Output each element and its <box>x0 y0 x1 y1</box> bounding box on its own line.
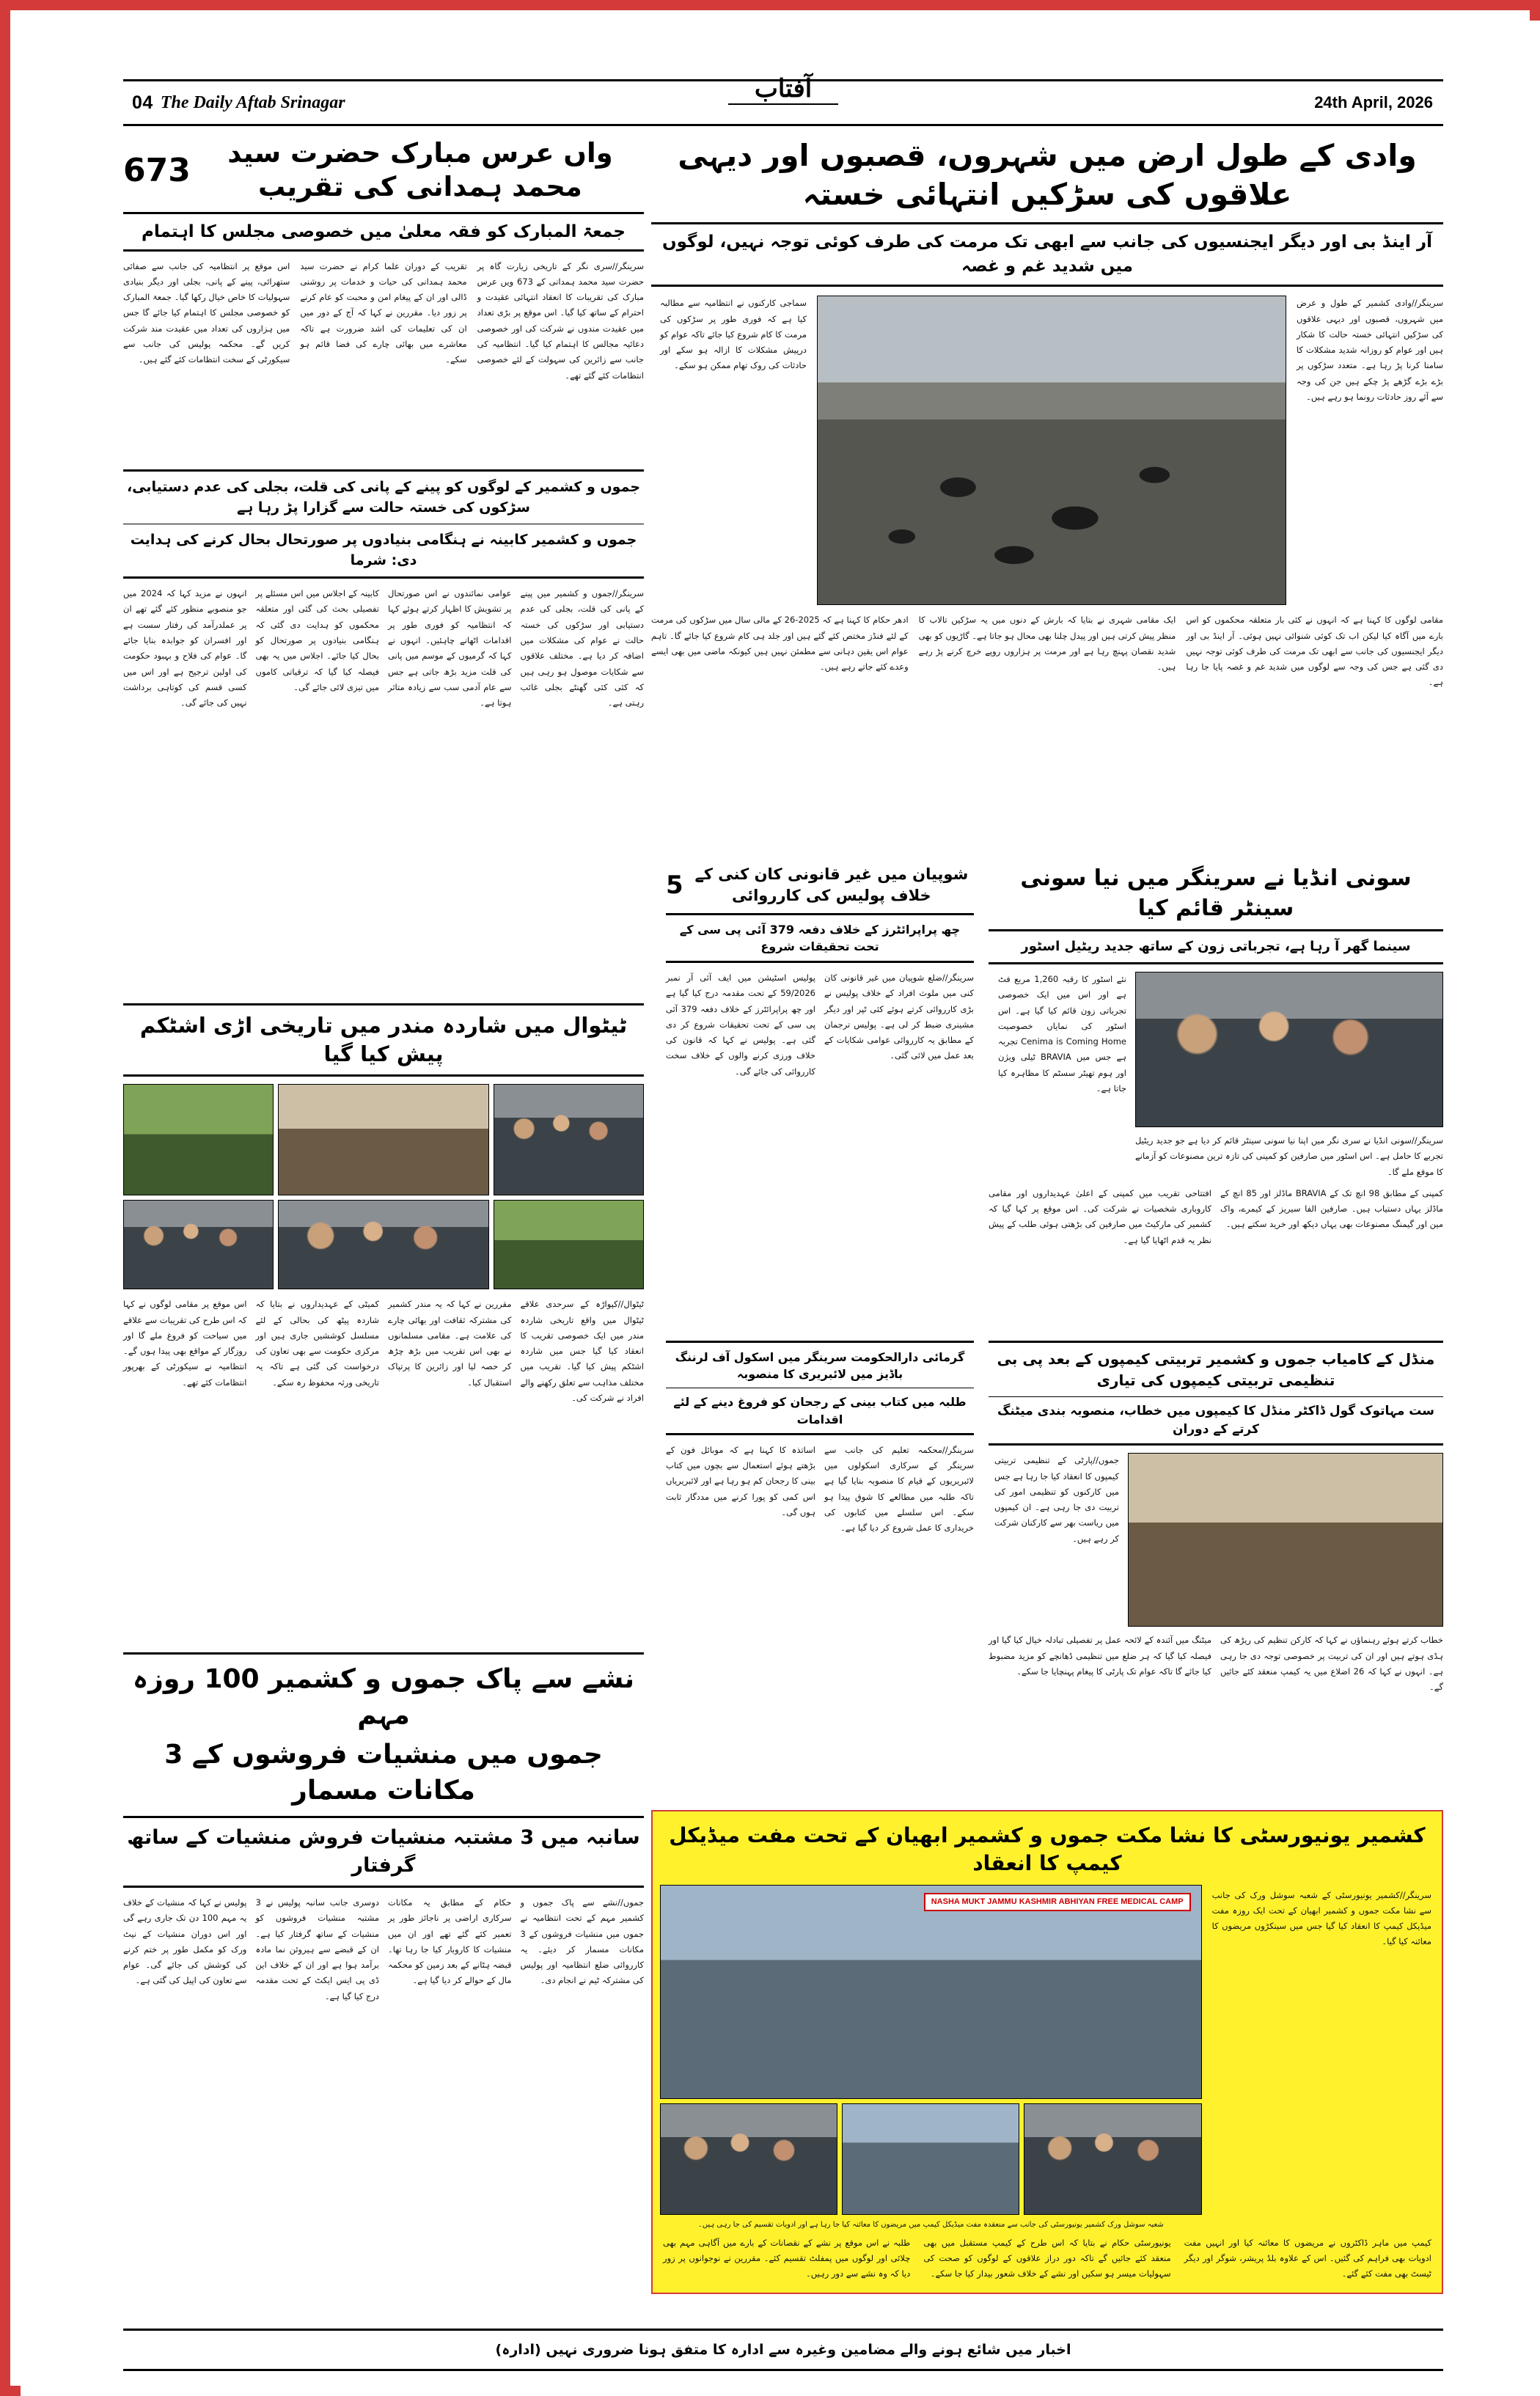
sony-col-4: افتتاحی تقریب میں کمپنی کے اعلیٰ عہدیداروں اور مقامی کاروباری شخصیات نے شرکت کی۔ اس موقع پر کہا گیا کہ کشمیر کی مارکیٹ میں صارفین کی بڑھتی ہوئی طلب کے پیش نظر یہ قدم اٹھایا گیا ہے۔ <box>989 1187 1211 1245</box>
medcamp-body-2 <box>660 2235 1434 2282</box>
temple-headline: ٹیٹوال میں شاردہ مندر میں تاریخی اڑی اشٹکم پیش کیا گیا <box>139 1013 628 1067</box>
roads-col-4: ایک مقامی شہری نے بتایا کہ بارش کے دنوں میں یہ سڑکیں تالاب کا منظر پیش کرتی ہیں اور پیدل چلنا بھی محال ہو جاتا ہے۔ گاڑیوں کو بھی شدید نقصان پہنچ رہا ہے اور مرمت پر ہزاروں روپے خرچ کرنے پڑ رہے ہیں۔ <box>918 615 1176 673</box>
urs-columns <box>123 259 644 384</box>
camp-subheadline: ست مہاتوک گول ڈاکٹر منڈل کا کیمپوں میں خطاب، منصوبہ بندی میٹنگ کرتے کے دوران <box>997 1404 1435 1437</box>
camp-col-1: جموں//پارٹی کے تنظیمی تربیتی کیمپوں کا انعقاد کیا جا رہا ہے جس میں کارکنوں کو تنظیمی امور کی تربیت دی جا رہی ہے۔ ان کیمپوں میں ریاست بھر سے کارکنان شرکت کر رہے ہیں۔ <box>994 1455 1119 1544</box>
roads-body-2 <box>651 612 1443 690</box>
sony-rule-1 <box>989 929 1443 931</box>
mining-rule-1 <box>666 913 974 915</box>
temple-photo-right-col <box>494 1084 644 1289</box>
temple-story <box>123 1003 644 1406</box>
roads-story <box>651 136 1443 691</box>
mining-kicker: 5 <box>666 870 683 900</box>
medcamp-body <box>660 1885 1434 2231</box>
temple-photo-3 <box>123 1200 274 1289</box>
temple-photo-mid-col <box>278 1084 488 1289</box>
mining-headline <box>666 864 974 907</box>
medcamp-banner: NASHA MUKT JAMMU KASHMIR ABHIYAN FREE MEDICAL CAMP <box>924 1893 1191 1912</box>
sony-body <box>989 972 1443 1180</box>
sony-col-1: سرینگر//سونی انڈیا نے سری نگر میں اپنا نیا سونی سینٹر قائم کر دیا ہے جو جدید ریٹیل تجربے کا حامل ہے۔ اس اسٹور میں صارفین کو کمپنی کی تازہ ترین مصنوعات کو آزمانے کا موقع ملے گا۔ <box>1135 1135 1443 1177</box>
party-camp-story <box>989 1341 1443 1695</box>
mining-headline-text: شوپیان میں غیر قانونی کان کنی کے خلاف پولیس کی کارروائی <box>694 865 969 905</box>
camp-headline: منڈل کے کامیاب جموں و کشمیر تربیتی کیمپوں کے بعد پی بی تنظیمی تربیتی کیمپوں کی تیاری <box>997 1350 1435 1389</box>
drugs-headline-3: سانبہ میں 3 مشتبہ منشیات فروش منشیات کے ساتھ گرفتار <box>127 1826 640 1877</box>
urs-col-3: اس موقع پر انتظامیہ کی جانب سے صفائی ستھرائی، پینے کے پانی، بجلی اور دیگر بنیادی سہولیات کا خاص خیال رکھا گیا۔ جمعۃ المبارک کو خصوصی مجلس کا اہتمام کیا جائے گا جس میں ہزاروں کی تعداد میں عقیدت مند شرکت کریں گے۔ محکمہ پولیس کی جانب سے سیکورٹی کے سخت انتظامات کئے گئے ہیں۔ <box>123 260 290 365</box>
utilities-story <box>123 469 644 711</box>
utilities-col-1: سرینگر//جموں و کشمیر میں پینے کے پانی کی قلت، بجلی کی عدم دستیابی اور سڑکوں کی خستہ حالت نے عوام کی مشکلات میں اضافہ کر دیا ہے۔ مختلف علاقوں سے شکایات موصول ہو رہی ہیں کہ کئی کئی گھنٹے بجلی غائب رہتی ہے۔ <box>520 588 644 708</box>
medcamp-photo-main <box>660 1885 1202 2099</box>
sony-subheadline: سینما گھر آ رہا ہے، تجرباتی زون کے ساتھ جدید ریٹیل اسٹور <box>1021 939 1411 954</box>
temple-photo-grid <box>123 1084 644 1289</box>
utilities-col-3: کابینہ کے اجلاس میں اس مسئلے پر تفصیلی بحث کی گئی اور متعلقہ محکموں کو ہدایت دی گئی کہ ہنگامی بنیادوں پر صورتحال کو بحال کیا جائے۔ اجلاس میں یہ بھی فیصلہ کیا گیا کہ ترقیاتی کاموں میں تیزی لائی جائے گی۔ <box>255 588 379 692</box>
masthead <box>123 76 1443 126</box>
temple-col-3: کمیٹی کے عہدیداروں نے بتایا کہ شاردہ پیٹھ کی بحالی کے لئے مسلسل کوششیں جاری ہیں اور مرکزی حکومت سے بھی تعاون کی درخواست کی گئی ہے تاکہ یہ تاریخی ورثہ محفوظ رہ سکے۔ <box>255 1299 379 1388</box>
school-story <box>666 1341 974 1536</box>
medcamp-photo-3 <box>842 2103 1019 2215</box>
urs-col-1: سرینگر//سری نگر کے تاریخی زیارت گاہ پر حضرت سید محمد ہمدانی کے 673 ویں عرس مبارک کی تقریبات کا انعقاد انتہائی عقیدت و احترام کے ساتھ کیا گیا۔ اس موقع پر بڑی تعداد میں عقیدت مندوں نے شرکت کی اور خصوصی دعائیہ مجالس کا اہتمام کیا گیا۔ انتظامیہ کی جانب سے زائرین کی سہولت کے لئے خصوصی انتظامات کئے گئے تھے۔ <box>477 260 644 381</box>
medcamp-photo-wrap <box>660 1885 1202 2231</box>
sony-headline: سونی انڈیا نے سرینگر میں نیا سونی سینٹر قائم کیا <box>1020 865 1412 921</box>
utilities-subheadline: جموں و کشمیر کابینہ نے ہنگامی بنیادوں پر صورتحال بحال کرنے کی ہدایت دی: شرما <box>130 532 637 568</box>
roads-body <box>651 296 1443 605</box>
urs-subheadline: جمعۃ المبارک کو فقہ معلیٰ میں خصوصی مجلس کا اہتمام <box>142 221 626 241</box>
medcamp-col-1: سرینگر//کشمیر یونیورسٹی کے شعبہ سوشل ورک کی جانب سے نشا مکت جموں و کشمیر ابھیان کے تحت ایک روزہ مفت میڈیکل کیمپ کا انعقاد کیا گیا جس میں سینکڑوں مریضوں کا معائنہ کیا گیا۔ <box>1209 1885 1434 2231</box>
drugs-headline-2: جموں میں منشیات فروشوں کے 3 مکانات مسمار <box>164 1740 603 1806</box>
temple-photo-6 <box>494 1200 644 1289</box>
drugs-rule-top <box>123 1652 644 1655</box>
utilities-columns <box>123 586 644 711</box>
paper-name: The Daily Aftab Srinagar <box>160 92 345 112</box>
medcamp-photo-4 <box>1024 2103 1201 2215</box>
urs-headline <box>123 136 644 205</box>
medcamp-col-4: طلبہ نے اس موقع پر نشے کے نقصانات کے بارے میں آگاہی مہم بھی چلائی اور لوگوں میں پمفلٹ تقسیم کئے۔ مقررین نے نوجوانوں پر زور دیا کہ وہ نشے سے دور رہیں۔ <box>663 2237 911 2279</box>
drugs-col-1: جموں//نشے سے پاک جموں و کشمیر مہم کے تحت انتظامیہ نے جموں میں منشیات فروشوں کے 3 مکانات مسمار کر دیئے۔ یہ کارروائی ضلع انتظامیہ اور پولیس کی مشترکہ ٹیم نے انجام دی۔ <box>520 1897 644 1986</box>
drugs-rule-mid <box>123 1816 644 1818</box>
mining-col-1: سرینگر//ضلع شوپیان میں غیر قانونی کان کنی میں ملوث افراد کے خلاف پولیس نے بڑی کارروائی کرتے ہوئے کئی ٹپر اور دیگر مشینری ضبط کر لی ہے۔ پولیس ترجمان کے مطابق یہ کارروائی عوامی شکایات کے بعد عمل میں لائی گئی۔ <box>824 972 974 1061</box>
school-rule-top <box>666 1341 974 1343</box>
mining-col-2: پولیس اسٹیشن میں ایف آئی آر نمبر 59/2026 کے تحت مقدمہ درج کیا گیا ہے اور چھ پراپرائٹرز کے خلاف دفعہ 379 آئی پی سی کے تحت تحقیقات شروع کر دی گئی ہے۔ پولیس نے کہا کہ قانون کی خلاف ورزی کرنے والوں کے خلاف سخت کارروائی کی جائے گی۔ <box>666 972 816 1077</box>
roads-photo-wrap <box>817 296 1286 605</box>
sony-body-2 <box>989 1186 1443 1248</box>
roads-rule-2 <box>651 285 1443 287</box>
drugs-rule-bot <box>123 1886 644 1888</box>
camp-photo <box>1128 1453 1443 1627</box>
medcamp-photo-2 <box>660 2103 837 2215</box>
roads-photo <box>817 296 1286 605</box>
camp-rule-mid <box>989 1396 1443 1397</box>
masthead-date: 24th April, 2026 <box>1314 93 1433 111</box>
camp-body-2 <box>989 1633 1443 1695</box>
drugs-col-3: دوسری جانب سانبہ پولیس نے 3 مشتبہ منشیات فروشوں کو منشیات کے ساتھ گرفتار کیا ہے۔ ان کے قبضے سے ہیروئن نما مادہ برآمد ہوا ہے اور ان کے خلاف این ڈی پی ایس ایکٹ کے تحت مقدمہ درج کیا گیا ہے۔ <box>255 1897 379 2001</box>
utilities-rule-top <box>123 469 644 472</box>
utilities-col-2: عوامی نمائندوں نے اس صورتحال پر تشویش کا اظہار کرتے ہوئے کہا کہ انتظامیہ کو فوری طور پر اقدامات اٹھانے چاہئیں۔ انہوں نے کہا کہ گرمیوں کے موسم میں پانی کی قلت مزید بڑھ جاتی ہے جس سے عام آدمی سب سے زیادہ متاثر ہوتا ہے۔ <box>388 588 512 708</box>
roads-headline: وادی کے طول ارض میں شہروں، قصبوں اور دیہی علاقوں کی سڑکیں انتہائی خستہ <box>678 138 1417 213</box>
roads-subheadline: آر اینڈ بی اور دیگر ایجنسیوں کی جانب سے ابھی تک مرمت کی طرف کوئی توجہ نہیں، لوگوں میں شدید غم و غصہ <box>661 232 1432 276</box>
sony-story <box>989 864 1443 1248</box>
temple-rule-bot <box>123 1074 644 1077</box>
school-headline: گرمائی دارالحکومت سرینگر میں اسکول آف لرننگ باڈیز میں لائبریری کا منصوبہ <box>675 1350 965 1382</box>
camp-col-3: میٹنگ میں آئندہ کے لائحہ عمل پر تفصیلی تبادلہ خیال کیا گیا اور فیصلہ کیا گیا کہ ہر ضلع میں تنظیمی ڈھانچے کو مزید مضبوط کیا جائے گا تاکہ عوام تک پارٹی کا پیغام پہنچایا جا سکے۔ <box>989 1635 1211 1677</box>
temple-col-2: مقررین نے کہا کہ یہ مندر کشمیر کی مشترکہ ثقافت اور بھائی چارے کی علامت ہے۔ مقامی مسلمانوں نے بھی اس تقریب میں بڑھ چڑھ کر حصہ لیا اور زائرین کا پرتپاک استقبال کیا۔ <box>388 1299 512 1388</box>
mining-subheadline: چھ پراپرائٹرز کے خلاف دفعہ 379 آئی پی سی کے تحت تحقیقات شروع <box>679 922 961 953</box>
medcamp-caption: شعبہ سوشل ورک کشمیر یونیورسٹی کی جانب سے منعقدہ مفت میڈیکل کیمپ میں مریضوں کا معائنہ کیا جا رہا ہے اور ادویات تقسیم کی جا رہی ہیں۔ <box>660 2219 1202 2231</box>
utilities-headline: جموں و کشمیر کے لوگوں کو پینے کے پانی کی قلت، بجلی کی عدم دستیابی، سڑکوں کی خستہ حالت سے گزارا پڑ رہا ہے <box>126 479 641 516</box>
school-col-1: سرینگر//محکمہ تعلیم کی جانب سے سرینگر کے سرکاری اسکولوں میں لائبریریوں کے قیام کا منصوبہ بنایا گیا ہے تاکہ طلبہ میں مطالعے کا شوق پیدا ہو سکے۔ اس سلسلے میں کتابوں کی خریداری کا عمل شروع کر دیا گیا ہے۔ <box>824 1444 974 1534</box>
medcamp-col-3: یونیورسٹی حکام نے بتایا کہ اس طرح کے کیمپ مستقبل میں بھی منعقد کئے جائیں گے تاکہ دور دراز علاقوں کے لوگوں کو صحت کی سہولیات میسر ہو سکیں اور نشے کے خلاف شعور بیدار کیا جا سکے۔ <box>923 2237 1171 2279</box>
page-number: 04 <box>132 92 153 113</box>
mining-columns <box>666 970 974 1080</box>
camp-body <box>989 1453 1443 1627</box>
page-inner <box>21 21 1540 2396</box>
school-columns <box>666 1443 974 1536</box>
school-col-2: اساتذہ کا کہنا ہے کہ موبائل فون کے بڑھتے ہوئے استعمال سے بچوں میں کتاب بینی کا رجحان کم ہو رہا ہے اور لائبریریاں اس کمی کو پورا کرنے میں مددگار ثابت ہوں گی۔ <box>666 1444 815 1517</box>
sony-col-3: کمپنی کے مطابق 98 انچ تک کے BRAVIA ماڈلز اور 85 انچ کے ماڈلز یہاں دستیاب ہیں۔ صارفین الفا سیریز کے کیمرے، واک مین اور گیمنگ مصنوعات بھی یہاں دیکھ اور خرید سکتے ہیں۔ <box>1220 1187 1444 1230</box>
roads-rule-1 <box>651 222 1443 224</box>
mining-story <box>666 864 974 1080</box>
masthead-logo-text: آفتاب <box>754 76 813 103</box>
temple-photo-left-col <box>123 1084 274 1289</box>
masthead-logo-rule <box>728 103 838 105</box>
utilities-rule-bot <box>123 576 644 579</box>
urs-rule-2 <box>123 249 644 252</box>
camp-rule-bot <box>989 1443 1443 1446</box>
camp-photo-wrap <box>1128 1453 1443 1627</box>
utilities-col-4: انہوں نے مزید کہا کہ 2024 میں جو منصوبے منظور کئے گئے تھے ان پر عملدرآمد کی رفتار سست ہے اور افسران کو جوابدہ بنایا جائے گا۔ عوام کی فلاح و بہبود حکومت کی اولین ترجیح ہے اور اس میں کسی قسم کی کوتاہی برداشت نہیں کی جائے گی۔ <box>123 588 247 708</box>
masthead-logo <box>728 77 838 105</box>
temple-col-1: ٹیٹوال//کپواڑہ کے سرحدی علاقے ٹیٹوال میں واقع تاریخی شاردہ مندر میں ایک خصوصی تقریب کا انعقاد کیا گیا جس میں شاردہ اشٹکم پیش کیا گیا۔ تقریب میں مختلف مذاہب سے تعلق رکھنے والے افراد نے شرکت کی۔ <box>520 1299 644 1403</box>
urs-headline-text: واں عرس مبارک حضرت سید محمد ہمدانی کی تقریب <box>227 137 613 203</box>
drugs-headline-1: نشے سے پاک جموں و کشمیر 100 روزہ مہم <box>133 1664 634 1730</box>
roads-col-5: ادھر حکام کا کہنا ہے کہ 2025-26 کے مالی سال میں سڑکوں کی مرمت کے لئے فنڈز مختص کئے گئے ہیں اور جلد ہی کام شروع کیا جائے گا۔ تاہم عوام اس یقین دہانی سے مطمئن نہیں ہیں کیونکہ ماضی میں بھی ایسے وعدے کئے جاتے رہے ہیں۔ <box>650 615 909 673</box>
roads-col-3: مقامی لوگوں کا کہنا ہے کہ انہوں نے کئی بار متعلقہ محکموں کو اس بارے میں آگاہ کیا لیکن اب تک کوئی شنوائی نہیں ہوئی۔ آر اینڈ بی اور دیگر ایجنسیوں کی جانب سے ابھی تک مرمت کی طرف کوئی توجہ نہیں دی گئی ہے جس کی وجہ سے لوگوں میں شدید غم و غصہ پایا جا رہا ہے۔ <box>1186 615 1443 688</box>
drugs-columns <box>123 1895 644 2004</box>
medical-camp-story <box>651 1810 1443 2294</box>
camp-rule-top <box>989 1341 1443 1343</box>
roads-col-1: سرینگر//وادی کشمیر کے طول و عرض میں شہروں، قصبوں اور دیہی علاقوں کی سڑکیں انتہائی خستہ حالت کا شکار ہیں اور عوام کو روزانہ شدید مشکلات کا سامنا کرنا پڑ رہا ہے۔ متعدد سڑکوں پر بڑے بڑے گڑھے پڑ چکے ہیں جن کی وجہ سے آئے روز حادثات رونما ہو رہے ہیں۔ <box>1297 298 1443 402</box>
temple-col-4: اس موقع پر مقامی لوگوں نے کہا کہ اس طرح کی تقریبات سے علاقے میں سیاحت کو فروغ ملے گا اور روزگار کے مواقع بھی پیدا ہوں گے۔ انتظامیہ نے سیکورٹی کے بھرپور انتظامات کئے تھے۔ <box>123 1299 247 1388</box>
temple-photo-2 <box>278 1084 488 1195</box>
temple-photo-1 <box>123 1084 274 1195</box>
urs-story <box>123 136 644 384</box>
medcamp-photo-row <box>660 2103 1202 2215</box>
temple-rule-top <box>123 1003 644 1005</box>
temple-photo-4 <box>278 1200 488 1289</box>
drugs-story <box>123 1652 644 2004</box>
medcamp-col-2: کیمپ میں ماہر ڈاکٹروں نے مریضوں کا معائنہ کیا اور انہیں مفت ادویات بھی فراہم کی گئیں۔ اس کے علاوہ بلڈ پریشر، شوگر اور دیگر ٹیسٹ بھی مفت کئے گئے۔ <box>1184 2237 1431 2279</box>
temple-photo-5 <box>494 1084 644 1195</box>
sony-photo <box>1135 972 1443 1127</box>
drugs-col-2: حکام کے مطابق یہ مکانات سرکاری اراضی پر ناجائز طور پر تعمیر کئے گئے تھے اور ان میں منشیات کا کاروبار کیا جا رہا تھا۔ قبضہ ہٹانے کے بعد زمین کو محکمہ مال کے حوالے کر دیا گیا ہے۔ <box>388 1897 512 1986</box>
footer-disclaimer: اخبار میں شائع ہونے والے مضامین وغیرہ سے ادارہ کا متفق ہونا ضروری نہیں (ادارہ) <box>123 2329 1443 2371</box>
camp-col-2: خطاب کرتے ہوئے رہنماؤں نے کہا کہ کارکن تنظیم کی ریڑھ کی ہڈی ہوتے ہیں اور ان کی تربیت پر خصوصی توجہ دی جا رہی ہے۔ انہوں نے کہا کہ 26 اضلاع میں یہ کیمپ منعقد کئے جائیں گے۔ <box>1220 1635 1443 1693</box>
school-rule-bot <box>666 1433 974 1435</box>
medcamp-headline: کشمیر یونیورسٹی کا نشا مکت جموں و کشمیر ابھیان کے تحت مفت میڈیکل کیمپ کا انعقاد <box>669 1823 1426 1875</box>
roads-col-2: سماجی کارکنوں نے انتظامیہ سے مطالبہ کیا ہے کہ فوری طور پر سڑکوں کی مرمت کا کام شروع کیا جائے تاکہ عوام کو درپیش مشکلات کا ازالہ ہو سکے اور حادثات کی روک تھام ممکن ہو سکے۔ <box>660 298 807 371</box>
sony-col-2: نئے اسٹور کا رقبہ 1,260 مربع فٹ ہے اور اس میں ایک خصوصی تجرباتی زون قائم کیا گیا ہے۔ اس اسٹور کی نمایاں خصوصیت Cenima is Coming Home تجربہ ہے جس میں BRAVIA ٹیلی ویژن اور ہوم تھیٹر سسٹم کا مظاہرہ کیا جاتا ہے۔ <box>998 974 1126 1093</box>
drugs-col-4: پولیس نے کہا کہ منشیات کے خلاف یہ مہم 100 دن تک جاری رہے گی اور اس دوران منشیات کے نیٹ ورک کو مکمل طور پر ختم کرنے کی کوشش کی جائے گی۔ عوام سے تعاون کی اپیل کی گئی ہے۔ <box>123 1897 247 1986</box>
urs-rule-1 <box>123 212 644 214</box>
school-subheadline: طلبہ میں کتاب بینی کے رجحان کو فروغ دینے کے لئے اقدامات <box>673 1395 967 1426</box>
temple-columns <box>123 1297 644 1406</box>
mining-rule-2 <box>666 961 974 963</box>
urs-kicker: 673 <box>123 151 191 189</box>
sony-rule-2 <box>989 962 1443 964</box>
urs-col-2: تقریب کے دوران علما کرام نے حضرت سید محمد ہمدانی کی حیات و خدمات پر روشنی ڈالی اور ان کے پیغام امن و محبت کو عام کرنے پر زور دیا۔ مقررین نے کہا کہ آج کے دور میں ان کی تعلیمات کی اشد ضرورت ہے تاکہ معاشرے میں بھائی چارے کی فضا قائم ہو سکے۔ <box>300 260 467 365</box>
sony-photo-wrap <box>1135 972 1443 1180</box>
